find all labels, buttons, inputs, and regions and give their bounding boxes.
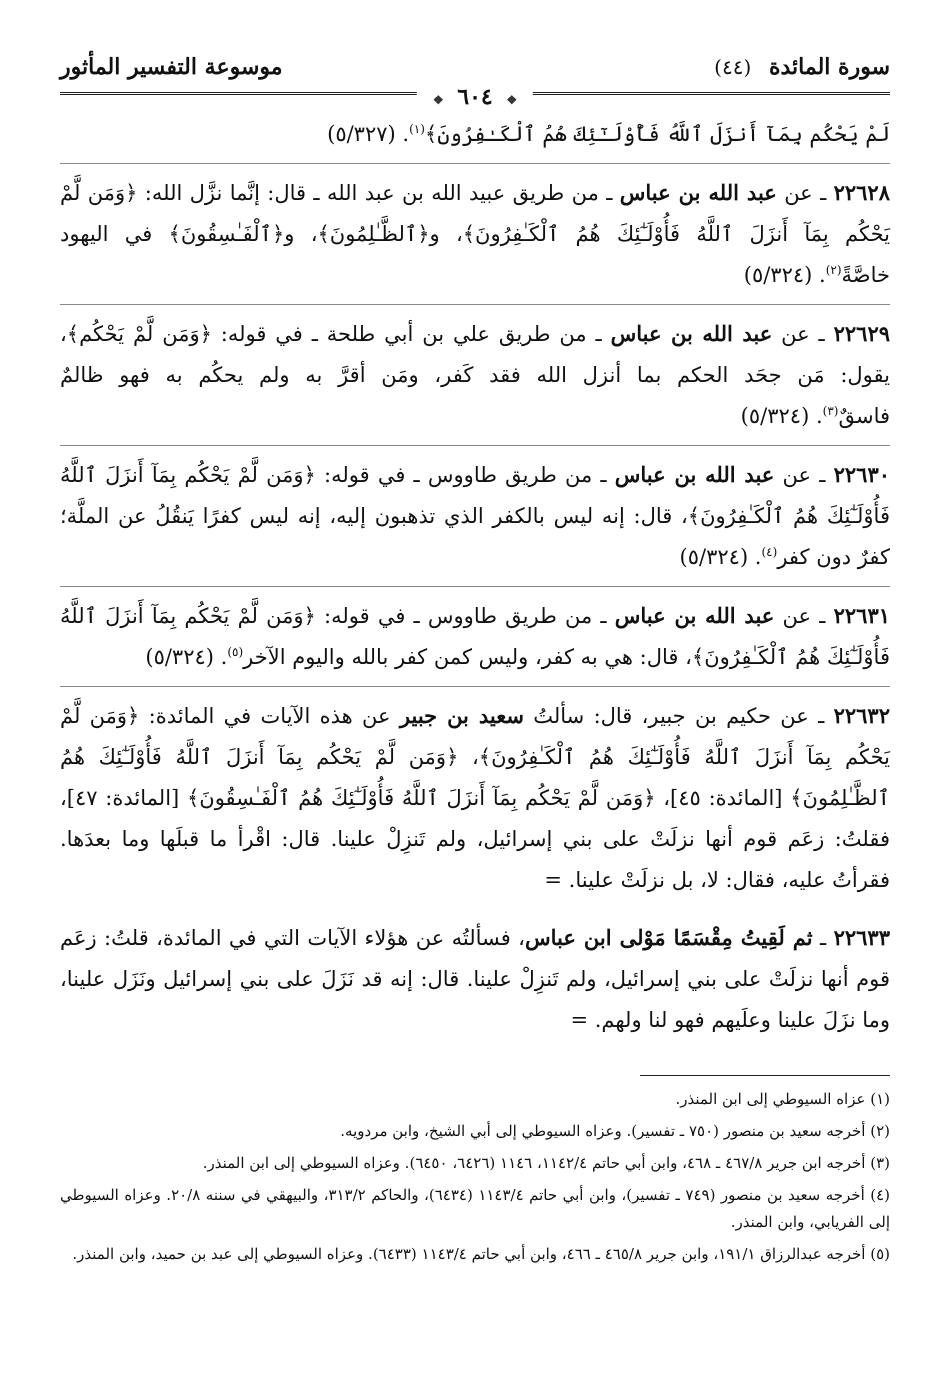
narration-entry <box>60 917 890 1049</box>
verse-number: (٤٤) <box>714 55 752 79</box>
page-number-block <box>417 84 533 110</box>
narrator-name: عبد الله بن عباس <box>614 603 775 628</box>
footnote-ref: (١) <box>409 122 425 136</box>
narration-entry <box>60 695 890 909</box>
entry-prefix: ـ عن <box>781 322 825 346</box>
narration-entry <box>60 595 890 687</box>
footnote-ref: (٤) <box>761 545 778 559</box>
page <box>60 52 890 1273</box>
footnote-ref: (٢) <box>825 263 842 277</box>
footnote-ref: (٣) <box>822 404 839 418</box>
footnote: (٣) أخرجه ابن جرير ٤٦٧/٨ ـ ٤٦٨، وابن أبي حاتم ١١٤٢/٤، ١١٤٦ (٦٤٢٦، ٦٤٥٠). وعزاه السيوطي إلى ابن المنذر. <box>202 1154 890 1172</box>
volume-ref: . (٥/٣٢٧) <box>327 122 410 146</box>
footnote-ref: (٥) <box>227 645 244 659</box>
volume-ref: . (٥/٣٢٤) <box>743 263 826 287</box>
entry-prefix: ـ عن حكيم بن جبير، قال: سألتُ <box>533 704 825 728</box>
entry-prefix: ـ عن <box>782 604 826 628</box>
narrator-name: عبد الله بن عباس <box>614 462 775 487</box>
footnote: (٤) أخرجه سعيد بن منصور (٧٤٩ ـ تفسير)، وابن أبي حاتم ١١٤٣/٤ (٦٤٣٤)، والحاكم ٣١٣/٢، والبيهقي في سننه ٢٠/٨. وعزاه السيوطي إلى الفريابي، وابن المنذر. <box>60 1186 891 1231</box>
page-number: ٦٠٤ <box>457 84 493 110</box>
entry-number: ٢٢٦٢٩ <box>833 321 891 346</box>
book-title: موسوعة التفسير المأثور <box>60 54 283 80</box>
running-header <box>60 52 890 110</box>
main-text <box>60 114 890 1268</box>
ornament-icon: ❖ <box>506 93 518 107</box>
entry-prefix: ـ <box>820 926 827 950</box>
ornament-icon: ❖ <box>432 93 444 107</box>
entry-number: ٢٢٦٣١ <box>833 603 891 628</box>
intro-paragraph <box>60 114 890 164</box>
entry-number: ٢٢٦٣٣ <box>833 925 890 950</box>
footnote: (٢) أخرجه سعيد بن منصور (٧٥٠ ـ تفسير). وعزاه السيوطي إلى أبي الشيخ، وابن مردويه. <box>340 1122 890 1140</box>
narration-entry <box>60 454 890 587</box>
entry-body: ـ من طريق عبيد الله بن عبد الله ـ قال: إنَّما نزَّل الله: ﴿وَمَن لَّمْ يَحْكُم بِمَآ أَنزَلَ ٱللَّهُ فَأُوْلَـٰٓئِكَ هُمُ ٱلْكَـٰفِرُونَ﴾، و﴿ٱلظَّـٰلِمُونَ﴾، و﴿ٱلْفَـٰسِقُونَ﴾ في اليهود خاصَّةً <box>60 181 890 287</box>
entry-body: ـ من طريق طاووس ـ في قوله: ﴿وَمَن لَّمْ يَحْكُم بِمَآ أَنزَلَ ٱللَّهُ فَأُوْلَـٰٓئِكَ هُمُ ٱلْكَـٰفِرُونَ﴾، قال: هي به كفر، وليس كمن كفر بالله واليوم الآخر <box>60 604 890 669</box>
entry-number: ٢٢٦٢٨ <box>833 180 890 205</box>
volume-ref: . (٥/٣٢٤) <box>145 645 228 669</box>
entry-prefix: ـ عن <box>784 181 827 205</box>
narrator-name: سعيد بن جبير <box>399 703 524 728</box>
footnote: (٥) أخرجه عبدالرزاق ١٩١/١، وابن جرير ٤٦٥/٨ ـ ٤٦٦، وابن أبي حاتم ١١٤٣/٤ (٦٤٣٣). وعزاه السيوطي إلى عبد بن حميد، وابن المنذر. <box>72 1245 890 1263</box>
quran-text: لَمْ يَحْكُم بِمَآ أَنزَلَ ٱللَّهُ فَأُوْلَـٰٓئِكَ هُمُ ٱلْكَـٰفِرُونَ﴾ <box>424 122 890 146</box>
entry-body: ، فسألتُه عن هؤلاء الآيات التي في المائدة، قلتُ: زعَم قوم أنها نزلَتْ على بني إسرائيل، ولم تَنزِلْ علينا. قال: إنه قد نَزَلَ على بني إسرائيل ونَزَل علينا، وما نزَلَ علينا وعلَيهم فهو لنا ولهم. = <box>60 926 890 1032</box>
entry-number: ٢٢٦٣٢ <box>833 703 890 728</box>
volume-ref: . (٥/٣٢٤) <box>740 404 823 428</box>
narrator-name: عبد الله بن عباس <box>619 180 777 205</box>
footnotes <box>60 1086 890 1268</box>
footnote-divider <box>640 1075 890 1076</box>
narrator-name: عبد الله بن عباس <box>610 321 773 346</box>
entry-body: عن هذه الآيات في المائدة: ﴿وَمَن لَّمْ يَحْكُم بِمَآ أَنزَلَ ٱللَّهُ فَأُوْلَـٰٓئِكَ هُمُ ٱلْكَـٰفِرُونَ﴾، ﴿وَمَن لَّمْ يَحْكُم بِمَآ أَنزَلَ ٱللَّهُ فَأُوْلَـٰٓئِكَ هُمُ ٱلظَّـٰلِمُونَ﴾ [المائدة: ٤٥]، ﴿وَمَن لَّمْ يَحْكُم بِمَآ أَنزَلَ ٱللَّهُ فَأُوْلَـٰٓئِكَ هُمُ ٱلْفَـٰسِقُونَ﴾ [المائدة: ٤٧]، فقلتُ: زعَم قوم أنها نزلَتْ على بني إسرائيل، ولم تَنزِلْ علينا. قال: اقْرأ ما قبلَها وما بعدَها. فقرأتُ عليه، فقال: لا، بل نزلَتْ علينا. = <box>60 704 890 892</box>
surah-name: سورة المائدة <box>768 54 890 80</box>
entry-number: ٢٢٦٣٠ <box>833 462 891 487</box>
entry-prefix: ـ عن <box>782 463 826 487</box>
narration-entry <box>60 313 890 446</box>
narrator-name: ثم لَقِيتُ مِقْسَمًا مَوْلى ابن عباس <box>524 925 813 950</box>
entry-body: ـ من طريق طاووس ـ في قوله: ﴿وَمَن لَّمْ يَحْكُم بِمَآ أَنزَلَ ٱللَّهُ فَأُوْلَـٰٓئِكَ هُمُ ٱلْكَـٰفِرُونَ﴾، قال: إنه ليس بالكفر الذي تذهبون إليه، إنه ليس كفرًا يَنقُلُ عن الملَّة؛ كفرٌ دون كفر <box>60 463 890 569</box>
volume-ref: . (٥/٣٢٤) <box>679 545 762 569</box>
entry-body: ـ من طريق علي بن أبي طلحة ـ في قوله: ﴿وَمَن لَّمْ يَحْكُم﴾، يقول: مَن جحَد الحكم بما أنزل الله فقد كَفر، ومَن أقرَّ به ولم يحكُم به فهو ظالمٌ فاسقٌ <box>60 322 890 428</box>
surah-header <box>714 54 890 80</box>
footnote: (١) عزاه السيوطي إلى ابن المنذر. <box>675 1090 890 1108</box>
narration-entry <box>60 172 890 305</box>
